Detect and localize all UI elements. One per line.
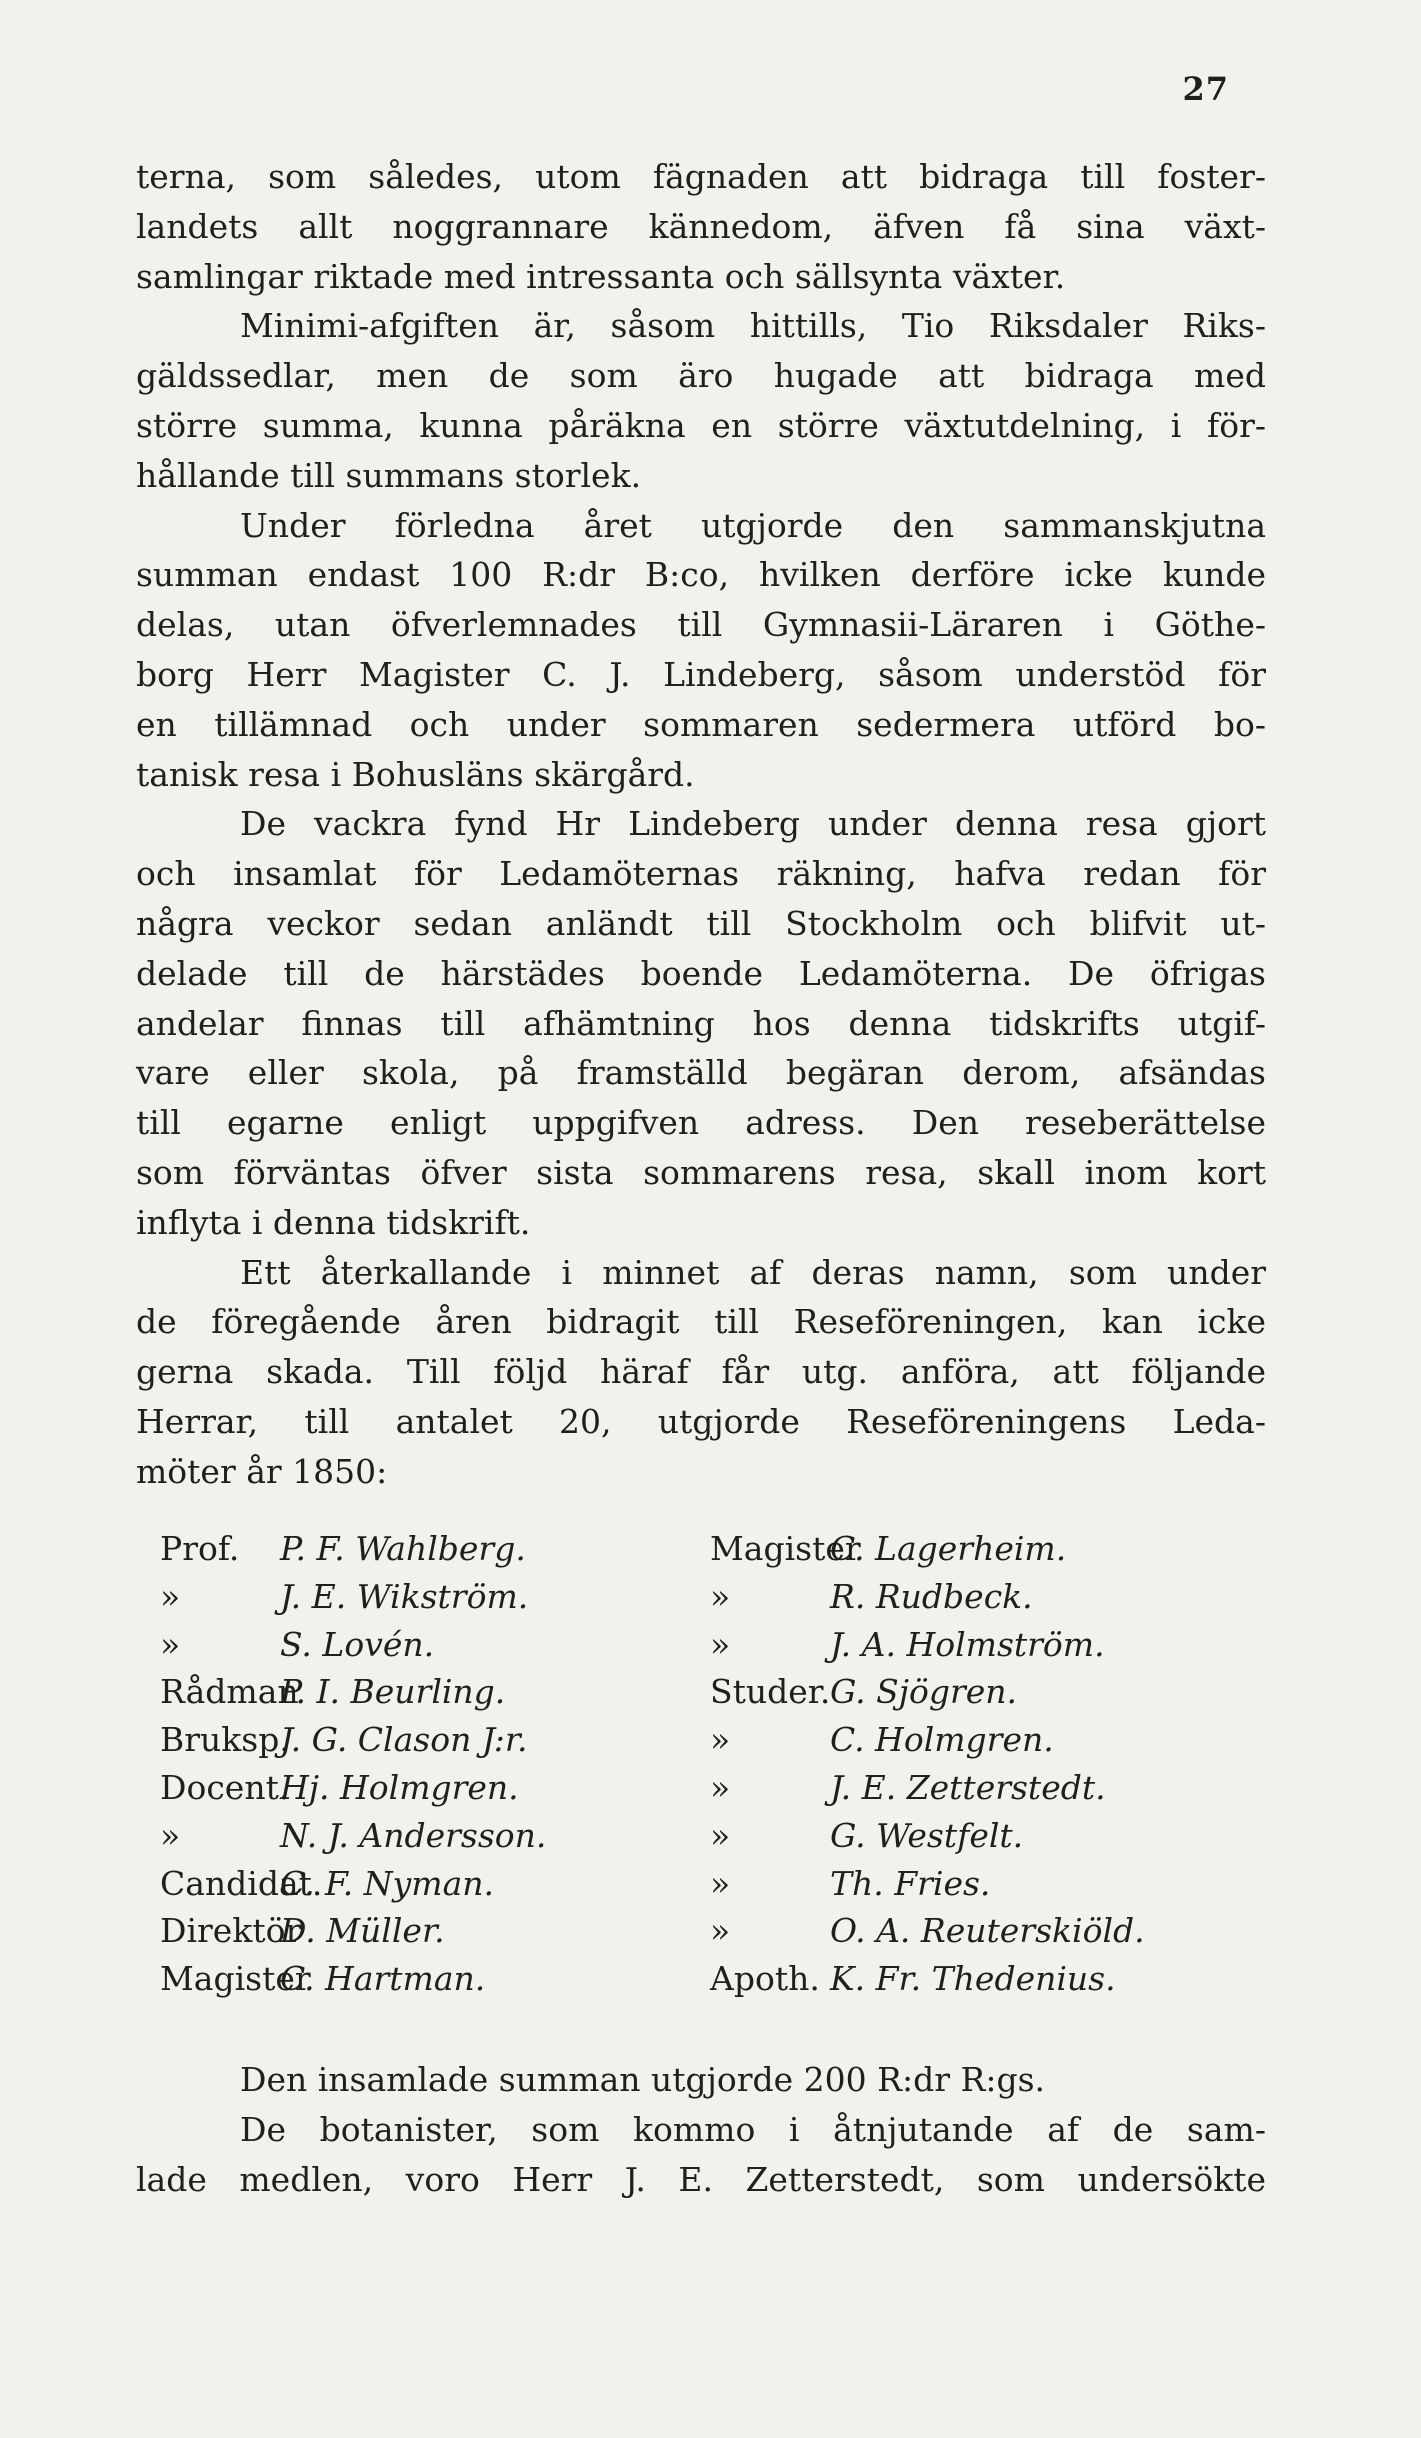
member-row — [160, 1860, 1260, 1908]
member-list — [160, 1525, 1260, 2003]
member-title: » — [710, 1815, 731, 1855]
text-line: borg Herr Magister C. J. Lindeberg, såsom understöd för — [136, 654, 1266, 694]
member-title: Docent. — [160, 1767, 290, 1807]
member-title: » — [710, 1911, 731, 1951]
text-line: landets allt noggrannare kännedom, äfven få sina växt- — [136, 206, 1266, 246]
member-name: K. Fr. Thedenius. — [830, 1959, 1116, 1999]
text-line: De botanister, som kommo i åtnjutande af de sam- — [240, 2109, 1266, 2149]
text-line: till egarne enligt uppgifven adress. Den reseberättelse — [136, 1103, 1266, 1143]
member-title: Studer. — [710, 1672, 831, 1712]
closing-text — [136, 2055, 1266, 2204]
member-name: J. E. Wikström. — [280, 1576, 529, 1616]
text-line: som förväntas öfver sista sommarens resa, skall inom kort — [136, 1152, 1266, 1192]
member-row — [160, 1668, 1260, 1716]
text-line: en tillämnad och under sommaren sedermera utförd bo- — [136, 704, 1266, 744]
text-line: delade till de härstädes boende Ledamöterna. De öfrigas — [136, 953, 1266, 993]
member-name: D. Müller. — [280, 1911, 445, 1951]
text-line: möter år 1850: — [136, 1451, 388, 1491]
text-line: hållande till summans storlek. — [136, 455, 642, 495]
text-line: inflyta i denna tidskrift. — [136, 1202, 531, 1242]
member-name: N. J. Andersson. — [280, 1815, 547, 1855]
text-line: och insamlat för Ledamöternas räkning, hafva redan för — [136, 854, 1266, 894]
text-line: Ett återkallande i minnet af deras namn, som under — [240, 1252, 1266, 1292]
text-line: de föregående åren bidragit till Reseföreningen, kan icke — [136, 1302, 1266, 1342]
text-line: samlingar riktade med intressanta och sällsynta växter. — [136, 256, 1066, 296]
member-title: » — [710, 1767, 731, 1807]
text-line: Herrar, till antalet 20, utgjorde Reseföreningens Leda- — [136, 1401, 1266, 1441]
member-title: Bruksp. — [160, 1720, 290, 1760]
member-name: Th. Fries. — [830, 1863, 991, 1903]
member-name: R. Rudbeck. — [830, 1576, 1033, 1616]
member-title: Magister — [160, 1959, 311, 1999]
member-name: Hj. Holmgren. — [280, 1767, 519, 1807]
member-name: C. Lagerheim. — [830, 1529, 1067, 1568]
member-title: » — [160, 1576, 181, 1616]
member-name: J. A. Holmström. — [830, 1624, 1105, 1664]
page-number: 27 — [1182, 70, 1229, 108]
member-row — [160, 1764, 1260, 1812]
member-name: S. Lovén. — [280, 1624, 435, 1664]
member-name: O. A. Reuterskiöld. — [830, 1911, 1145, 1951]
text-line: De vackra fynd Hr Lindeberg under denna resa gjort — [240, 804, 1266, 844]
member-title: Candidat. — [160, 1863, 323, 1903]
member-title: Rådman — [160, 1672, 299, 1712]
member-name: J. G. Clason J:r. — [280, 1720, 528, 1760]
member-title: » — [710, 1863, 731, 1903]
member-title: » — [710, 1576, 731, 1616]
member-name: G. Westfelt. — [830, 1815, 1024, 1855]
text-line: lade medlen, voro Herr J. E. Zetterstedt, som undersökte — [136, 2159, 1266, 2199]
member-title: » — [160, 1815, 181, 1855]
member-name: J. E. Zetterstedt. — [830, 1767, 1106, 1807]
member-row — [160, 1573, 1260, 1621]
member-name: P. I. Beurling. — [280, 1672, 506, 1712]
member-name: C. F. Nyman. — [280, 1863, 495, 1903]
member-title: » — [710, 1624, 731, 1664]
text-line: några veckor sedan anländt till Stockholm och blifvit ut- — [136, 903, 1266, 943]
member-row — [160, 1907, 1260, 1955]
body-text — [136, 152, 1266, 1497]
text-line: gäldssedlar, men de som äro hugade att bidraga med — [136, 356, 1266, 396]
member-row — [160, 1621, 1260, 1669]
member-title: » — [160, 1624, 181, 1664]
text-line: andelar finnas till afhämtning hos denna tidskrifts utgif- — [136, 1003, 1266, 1043]
text-line: delas, utan öfverlemnades till Gymnasii-Läraren i Göthe- — [136, 605, 1266, 645]
member-row — [160, 1955, 1260, 2003]
text-line: tanisk resa i Bohusläns skärgård. — [136, 754, 695, 794]
member-row — [160, 1525, 1260, 1573]
text-line: Den insamlade summan utgjorde 200 R:dr R:gs. — [240, 2060, 1046, 2099]
member-title: Prof. — [160, 1529, 240, 1568]
member-title: Apoth. — [710, 1959, 820, 1999]
paragraph-1 — [136, 152, 1266, 301]
paragraph-3 — [136, 501, 1266, 800]
member-title: Direktör — [160, 1911, 302, 1951]
text-line: Minimi-afgiften är, såsom hittills, Tio Riksdaler Riks- — [240, 306, 1266, 346]
text-line: gerna skada. Till följd häraf får utg. anföra, att följande — [136, 1352, 1266, 1392]
text-line: större summa, kunna påräkna en större växtutdelning, i för- — [136, 405, 1266, 445]
text-line: summan endast 100 R:dr B:co, hvilken derföre icke kunde — [136, 555, 1266, 595]
text-line: vare eller skola, på framställd begäran derom, afsändas — [136, 1053, 1266, 1093]
paragraph-5 — [136, 1248, 1266, 1497]
member-name: G. Sjögren. — [830, 1672, 1018, 1712]
paragraph-2 — [136, 301, 1266, 500]
text-line: Under förledna året utgjorde den sammanskjutna — [240, 505, 1266, 545]
member-title: Magister — [710, 1529, 861, 1568]
member-name: C. Holmgren. — [830, 1720, 1054, 1760]
member-name: C. Hartman. — [280, 1959, 486, 1999]
text-line: terna, som således, utom fägnaden att bidraga till foster- — [136, 157, 1266, 196]
member-name: P. F. Wahlberg. — [280, 1529, 526, 1568]
member-row — [160, 1716, 1260, 1764]
paragraph-4 — [136, 799, 1266, 1247]
member-title: » — [710, 1720, 731, 1760]
member-row — [160, 1812, 1260, 1860]
